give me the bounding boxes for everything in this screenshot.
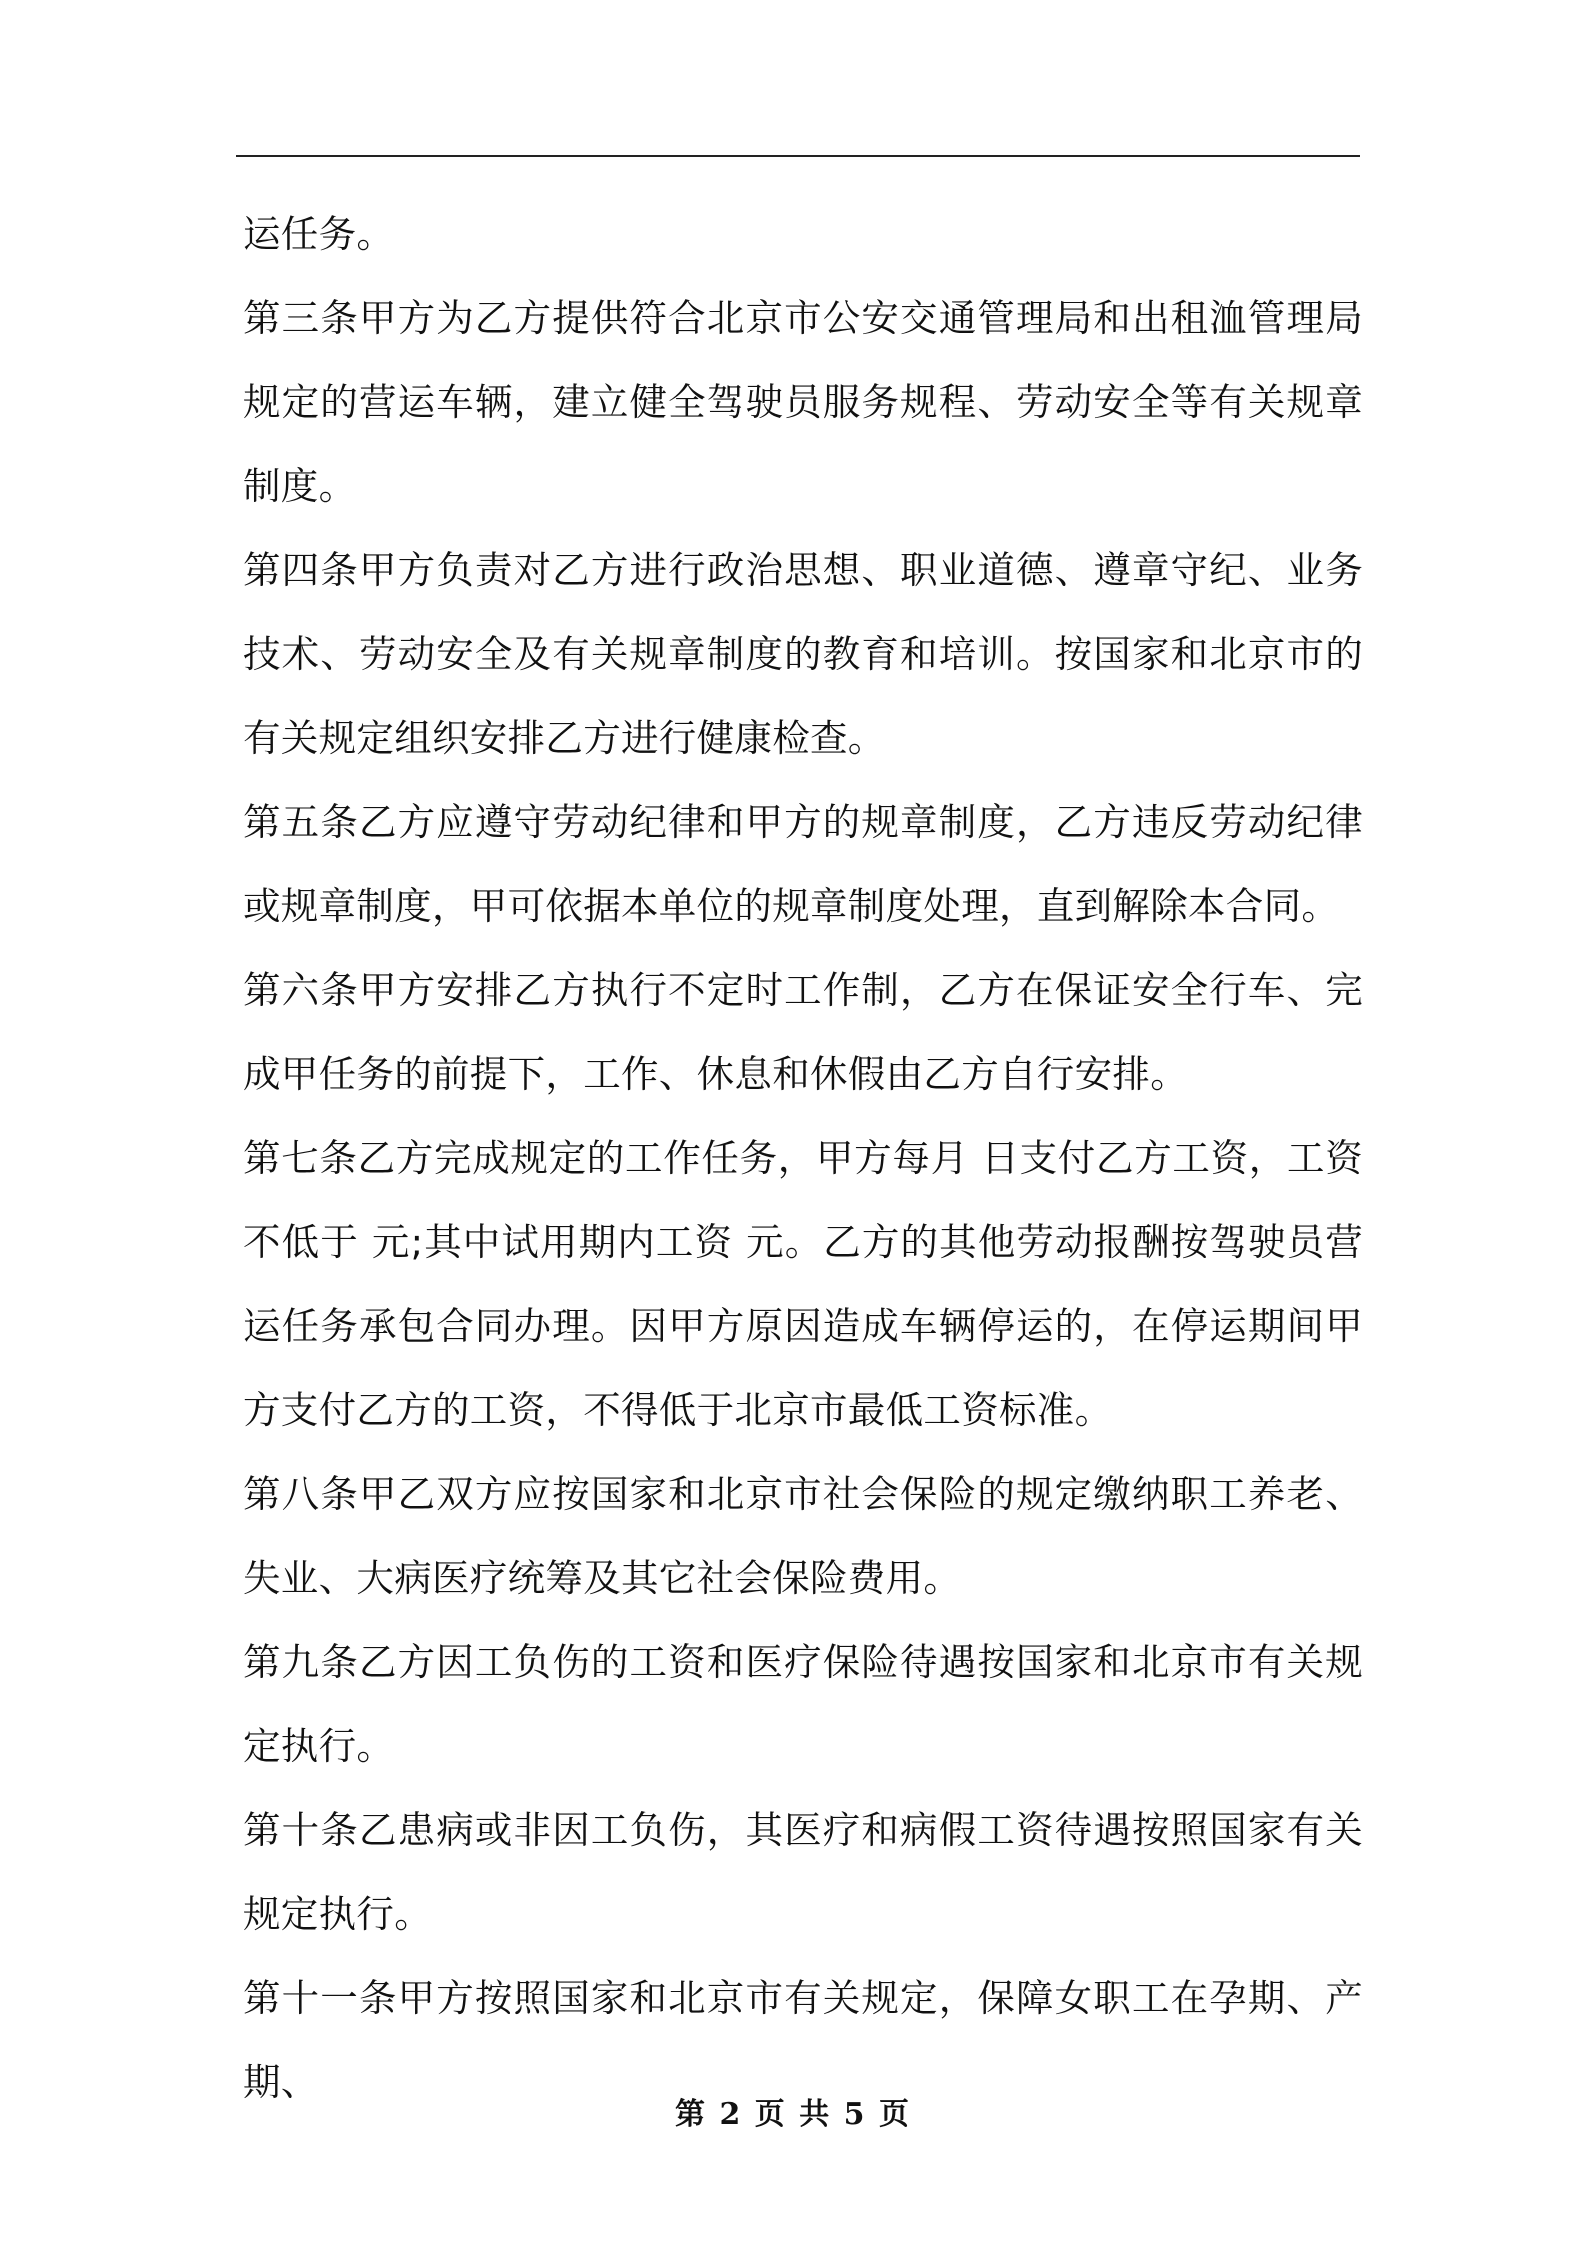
page-number: 第 2 页 共 5 页 bbox=[675, 2097, 911, 2132]
paragraph: 第三条甲方为乙方提供符合北京市公安交通管理局和出租洫管理局规定的营运车辆，建立健全驾驶员服务规程、劳动安全等有关规章制度。 bbox=[243, 296, 1363, 508]
paragraph: 第五条乙方应遵守劳动纪律和甲方的规章制度，乙方违反劳动纪律或规章制度，甲可依据本单位的规章制度处理，直到解除本合同。 bbox=[243, 800, 1363, 928]
paragraph: 第六条甲方安排乙方执行不定时工作制，乙方在保证安全行车、完成甲任务的前提下，工作、休息和休假由乙方自行安排。 bbox=[243, 968, 1363, 1096]
paragraph: 第八条甲乙双方应按国家和北京市社会保险的规定缴纳职工养老、失业、大病医疗统筹及其它社会保险费用。 bbox=[243, 1472, 1363, 1600]
paragraph: 第四条甲方负责对乙方进行政治思想、职业道德、遵章守纪、业务技术、劳动安全及有关规章制度的教育和培训。按国家和北京市的有关规定组织安排乙方进行健康检查。 bbox=[243, 548, 1363, 760]
paragraph: 运任务。 bbox=[243, 212, 395, 256]
paragraph: 第十条乙患病或非因工负伤，其医疗和病假工资待遇按照国家有关规定执行。 bbox=[243, 1808, 1363, 1936]
paragraph: 第十一条甲方按照国家和北京市有关规定，保障女职工在孕期、产期、 bbox=[243, 1976, 1363, 2104]
header-divider bbox=[236, 155, 1360, 157]
document-body bbox=[243, 192, 1363, 2124]
paragraph: 第九条乙方因工负伤的工资和医疗保险待遇按国家和北京市有关规定执行。 bbox=[243, 1640, 1363, 1768]
page-footer bbox=[0, 2095, 1586, 2135]
paragraph: 第七条乙方完成规定的工作任务，甲方每月 日支付乙方工资，工资不低于 元;其中试用期内工资 元。乙方的其他劳动报酬按驾驶员营运任务承包合同办理。因甲方原因造成车辆停运的，在停运期间甲方支付乙方的工资，不得低于北京市最低工资标准。 bbox=[243, 1136, 1363, 1432]
